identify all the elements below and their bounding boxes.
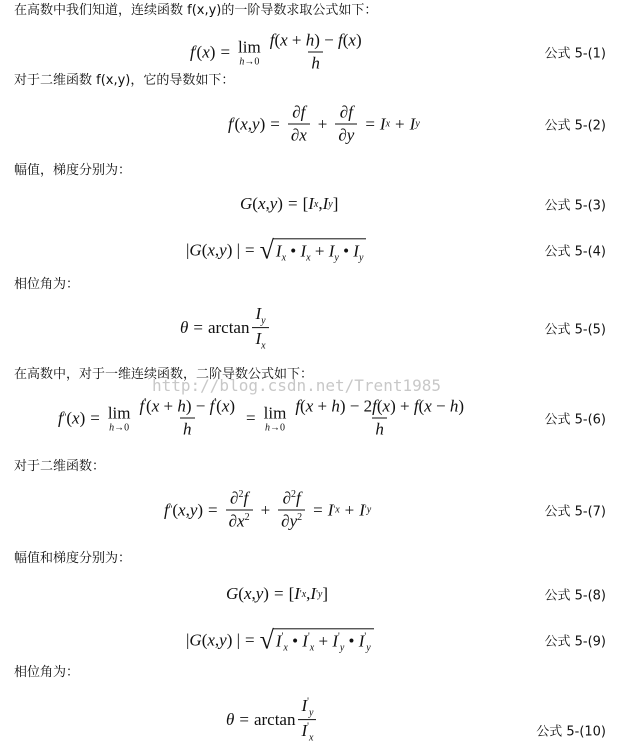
formula-8-math: G ( x , y ) = [ I ' x , I ' y ] xyxy=(226,584,329,603)
formula-2 xyxy=(0,104,628,144)
text-line-2: 对于二维函数 f(x,y)，它的导数如下： xyxy=(14,73,235,88)
formula-label-7: 公式 5-(7) xyxy=(544,504,606,520)
formula-label-6: 公式 5-(6) xyxy=(544,412,606,428)
formula-4-math: | G ( x , y ) | = √ $I_x$ • $I_x + I_y$ • $I_y$ xyxy=(186,236,366,263)
formula-7 xyxy=(0,490,628,530)
formula-9 xyxy=(0,620,628,660)
text-line-3: 幅值，梯度分别为： xyxy=(14,163,132,178)
formula-label-4: 公式 5-(4) xyxy=(544,244,606,260)
text-line-5: 在高数中，对于一维连续函数，二阶导数公式如下： xyxy=(14,367,314,382)
text-line-7: 幅值和梯度分别为： xyxy=(14,551,132,566)
formula-label-3: 公式 5-(3) xyxy=(544,198,606,214)
formula-4 xyxy=(0,230,628,270)
formula-10-math: θ = arctan $\frac{I'_y}{I'_x}$ xyxy=(226,696,319,744)
formula-6 xyxy=(0,398,628,438)
formula-label-2: 公式 5-(2) xyxy=(544,118,606,134)
formula-label-8: 公式 5-(8) xyxy=(544,588,606,604)
formula-label-9: 公式 5-(9) xyxy=(544,634,606,650)
formula-5 xyxy=(0,304,628,352)
formula-label-10: 公式 5-(10) xyxy=(536,724,606,740)
formula-5-math: θ = arctan $\frac{I_y}{I_x}$ xyxy=(180,304,272,352)
formula-2-math: f ' ( x , y ) = $\frac{\partial f}{\partial x}$ + $\frac{\partial f}{\partial y}$ = I x + I y xyxy=(228,102,420,145)
watermark: http://blog.csdn.net/Trent1985 xyxy=(152,376,441,395)
formula-10 xyxy=(0,696,628,744)
formula-3-math: G ( x , y ) = [ I x , I y ] xyxy=(240,194,339,213)
formula-1 xyxy=(0,32,628,72)
formula-9-math: | G ( x , y ) | = √ $I'_x$ • $I'_x + I'_y$ • $I'_y$ xyxy=(186,626,374,653)
text-line-1: 在高数中我们知道，连续函数 f(x,y)的一阶导数求取公式如下： xyxy=(14,3,378,18)
formula-8 xyxy=(0,574,628,614)
formula-1-math: f ' ( x ) = lim h→0 $\frac{f(x + h) - f(x)}{h}$ xyxy=(190,30,362,73)
formula-6-math: f '' ( x ) = lim h→0 $\frac{f'(x + h) - f'(x)}{h}$ = lim h→0 $\frac{f(x + h) - 2f(x) + f(x - h)}{h}$ xyxy=(58,396,465,439)
formula-3 xyxy=(0,184,628,224)
formula-7-math: f '' ( x , y ) = $\frac{\partial^2f}{\partial x^2}$ + $\frac{\partial^2f}{\partial y^2}$ = I ' x + I ' y xyxy=(164,488,372,531)
text-line-4: 相位角为： xyxy=(14,277,80,292)
formula-label-1: 公式 5-(1) xyxy=(544,46,606,62)
text-line-8: 相位角为： xyxy=(14,665,80,680)
text-line-6: 对于二维函数： xyxy=(14,459,106,474)
formula-label-5: 公式 5-(5) xyxy=(544,322,606,338)
